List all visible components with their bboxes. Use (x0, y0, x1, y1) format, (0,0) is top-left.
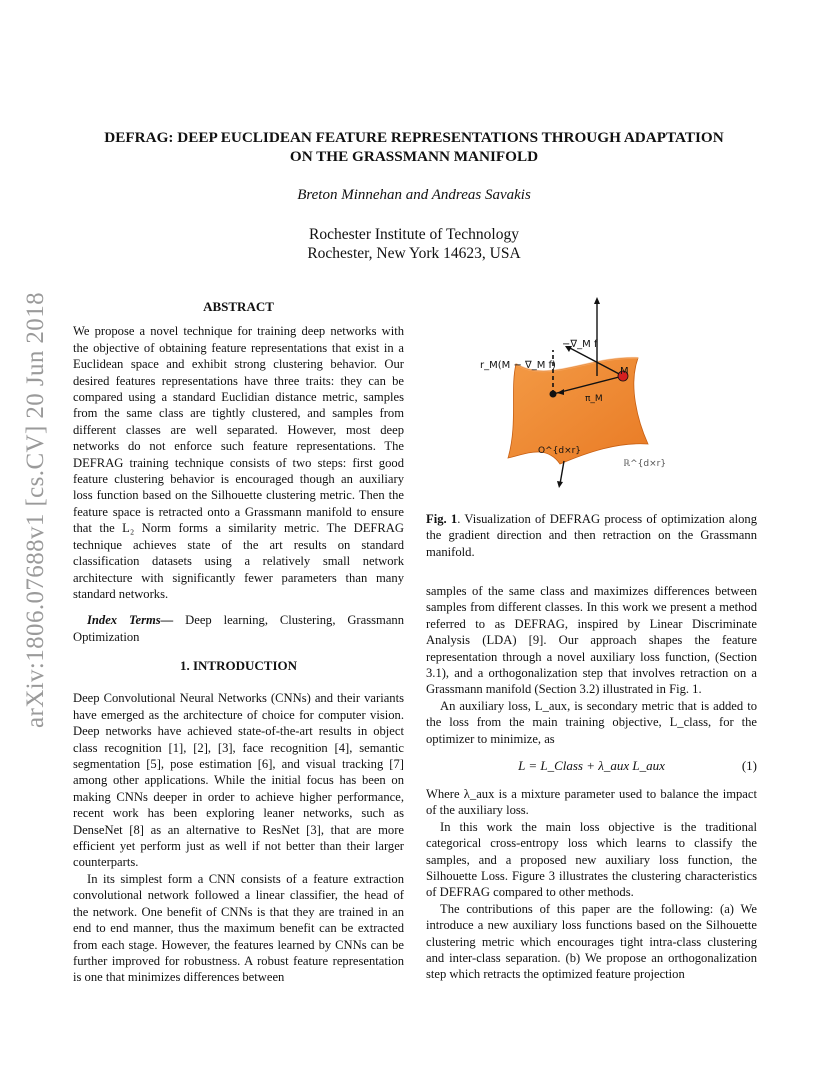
figure-1 (468, 294, 678, 494)
normal-down-arrow (560, 461, 564, 484)
retracted-point (550, 391, 557, 398)
abstract-heading: ABSTRACT (203, 299, 274, 314)
right-paragraph-5: The contributions of this paper are the following: (a) We introduce a new auxiliary loss functions based on the Silhouette clustering metric which encourages tight intra-class clustering and inter-class separation. (b) We propose an orthogonalization step which retracts the optimized feature projection (426, 901, 757, 982)
paper-title (60, 128, 768, 166)
figure-1-caption (426, 511, 757, 560)
index-terms (73, 612, 404, 645)
arxiv-sidebar (14, 290, 58, 730)
right-column-text-2 (426, 786, 757, 983)
caption-text: . Visualization of DEFRAG process of optimization along the gradient direction and then retraction on the Grassmann manifold. (426, 512, 757, 559)
index-terms-text: Deep learning, Clustering, Grassmann Optimization (73, 613, 404, 644)
title-line-2: ON THE GRASSMANN MANIFOLD (289, 148, 539, 165)
index-terms-label: Index Terms— (87, 613, 174, 628)
arxiv-id: arXiv:1806.07688v1 [cs.CV] 20 Jun 2018 (22, 291, 49, 729)
right-paragraph-1: samples of the same class and maximizes differences between samples from different classes. In this work we present a method referred to as DEFRAG, inspired by Linear Discriminate Analysis (LDA) [9]. Our approach shapes the feature representation through a novel auxiliary loss function, (Section 3.1), and a orthogonalization step that involves retraction on a Grassmann manifold (Section 3.2) illustrated in Fig. 1. (426, 584, 757, 697)
label-R: ℝ^{d×r} (623, 459, 667, 469)
equation-number: (1) (741, 758, 757, 773)
affiliation (0, 225, 828, 263)
introduction-heading: 1. INTRODUCTION (179, 658, 297, 673)
label-rm: r_M(M − ∇_M f) (480, 360, 556, 371)
intro-paragraph-1: Deep Convolutional Neural Networks (CNNs) and their variants have emerged as the architecture of choice for computer vision. Deep networks have achieved state-of-the-art results in object class recognition [1], [2], [3], face recognition [4], semantic segmentation [5], pose estimation [6], and visual tracking [7] among other applications. While the initial focus has been on making CNNs deeper in order to achieve higher performance, recent work has been exploring leaner networks, such as DenseNet [8] as an alternative to ResNet [3], that are more efficient yet perform just as well if not better than their larger counterparts. (73, 691, 404, 870)
right-paragraph-3: Where λ_aux is a mixture parameter used to balance the impact of the auxiliary loss. (426, 787, 757, 818)
label-M: M (620, 366, 629, 377)
equation-body: L = L_Class + λ_aux L_aux (518, 758, 665, 773)
caption-label: Fig. 1 (426, 512, 458, 526)
label-O: O^{d×r} (538, 446, 582, 456)
intro-paragraph-2: In its simplest form a CNN consists of a feature extraction convolutional network followed a linear classifier, the head of the network. One benefit of CNNs is that they are trained in an end to end manner, thus the maximum benefit can be extracted from each stage. However, the features learned by CNNs can be further improved for robustness. A robust feature representation is one that minimizes differences between (73, 871, 404, 985)
right-column-text (426, 583, 757, 747)
affiliation-line-2: Rochester, New York 14623, USA (307, 245, 521, 262)
right-paragraph-4: In this work the main loss objective is the traditional categorical cross-entropy loss which learns to classify the samples, and a proposed new auxiliary loss function, the Silhouette Loss. Figure 3 illustrates the clustering characteristics of DEFRAG compared to other methods. (426, 819, 757, 900)
abstract-section (73, 299, 404, 645)
authors: Breton Minnehan and Andreas Savakis (297, 187, 531, 203)
label-grad: −∇_M f (562, 339, 598, 350)
affiliation-line-1: Rochester Institute of Technology (309, 226, 519, 243)
grassmann-figure (468, 294, 678, 494)
right-paragraph-2: An auxiliary loss, L_aux, is secondary metric that is added to the loss from the main training objective, L_class, for the optimizer to minimize, as (426, 698, 757, 746)
label-pi: π_M (585, 394, 603, 404)
abstract-text: We propose a novel technique for training deep networks with the objective of obtaining feature representations that exist in a Euclidean space and exhibit strong clustering behavior. Our desired features representations have three traits: they can be compared using a standard Euclidian distance metric, samples from the same class are tightly clustered, and samples from different classes are well separated. However, most deep networks do not enforce such feature representations. The DEFRAG training technique consists of two steps: first good feature clustering behavior is encouraged though an auxiliary loss function based on the Silhouette clustering metric. Then the feature space is retracted onto a Grassmann manifold to ensure that the L₂ Norm forms a similarity metric. The DEFRAG technique achieves state of the art results on standard classification datasets using a relatively small network architecture with significantly fewer parameters than many standard networks. (73, 324, 404, 601)
title-line-1: DEFRAG: DEEP EUCLIDEAN FEATURE REPRESENTATIONS THROUGH ADAPTATION (104, 129, 724, 146)
introduction-section (73, 658, 404, 986)
